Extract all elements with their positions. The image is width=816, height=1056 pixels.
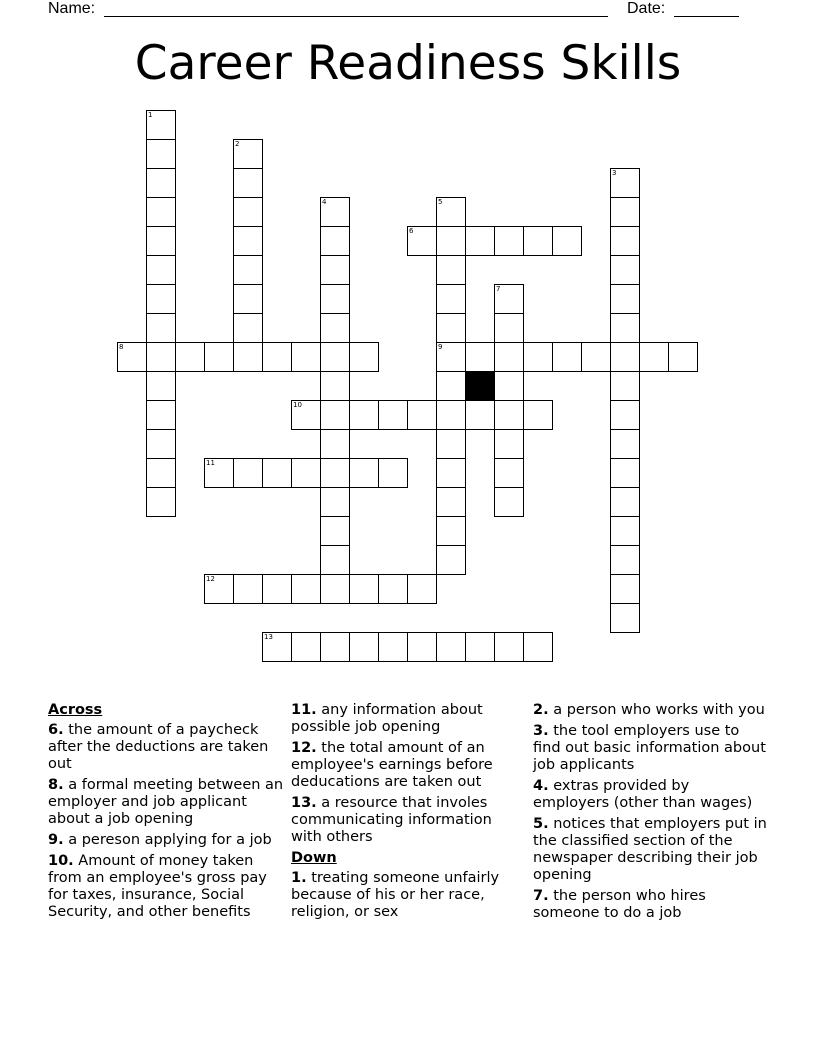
crossword-cell[interactable] <box>436 342 466 372</box>
crossword-cell[interactable] <box>436 313 466 343</box>
crossword-cell[interactable] <box>146 284 176 314</box>
crossword-cell[interactable] <box>407 574 437 604</box>
crossword-cell[interactable] <box>378 574 408 604</box>
crossword-cell[interactable] <box>204 342 234 372</box>
crossword-cell[interactable] <box>204 574 234 604</box>
cell-number: 13 <box>264 633 273 641</box>
crossword-cell[interactable] <box>610 313 640 343</box>
crossword-cell[interactable] <box>523 342 553 372</box>
crossword-cell[interactable] <box>146 400 176 430</box>
cell-number: 7 <box>496 285 501 293</box>
crossword-cell[interactable] <box>233 342 263 372</box>
cell-number: 3 <box>612 169 617 177</box>
crossword-cell[interactable] <box>610 545 640 575</box>
crossword-cell[interactable] <box>523 632 553 662</box>
crossword-cell[interactable] <box>233 284 263 314</box>
crossword-cell[interactable] <box>262 574 292 604</box>
crossword-cell[interactable] <box>436 487 466 517</box>
crossword-cell[interactable] <box>552 342 582 372</box>
crossword-cell[interactable] <box>465 226 495 256</box>
crossword-cell[interactable] <box>146 371 176 401</box>
crossword-cell[interactable] <box>436 226 466 256</box>
crossword-cell[interactable] <box>610 516 640 546</box>
crossword-cell[interactable] <box>523 226 553 256</box>
crossword-cell[interactable] <box>262 342 292 372</box>
crossword-cell[interactable] <box>465 400 495 430</box>
crossword-cell[interactable] <box>291 458 321 488</box>
clue-across-11: 11. any information about possible job opening <box>291 702 483 735</box>
cell-number: 11 <box>206 459 215 467</box>
cell-number: 4 <box>322 198 327 206</box>
cell-number: 8 <box>119 343 124 351</box>
crossword-cell[interactable] <box>436 400 466 430</box>
crossword-cell[interactable] <box>407 400 437 430</box>
crossword-cell[interactable] <box>291 632 321 662</box>
clue-down-5: 5. notices that employers put in the classified section of the newspaper describing their job opening <box>533 816 767 883</box>
crossword-cell[interactable] <box>146 168 176 198</box>
crossword-cell[interactable] <box>494 313 524 343</box>
crossword-cell[interactable] <box>465 632 495 662</box>
crossword-cell[interactable] <box>320 284 350 314</box>
crossword-cell[interactable] <box>436 458 466 488</box>
crossword-cell[interactable] <box>320 226 350 256</box>
crossword-cell[interactable] <box>610 371 640 401</box>
crossword-cell[interactable] <box>436 197 466 227</box>
crossword-cell[interactable] <box>291 342 321 372</box>
crossword-cell[interactable] <box>349 342 379 372</box>
crossword-cell[interactable] <box>436 255 466 285</box>
crossword-cell[interactable] <box>639 342 669 372</box>
crossword-cell[interactable] <box>668 342 698 372</box>
crossword-cell[interactable] <box>320 545 350 575</box>
crossword-black-cell <box>465 371 495 401</box>
clues-column-2 <box>291 702 521 925</box>
crossword-cell[interactable] <box>610 458 640 488</box>
crossword-cell[interactable] <box>146 110 176 140</box>
clue-across-10: 10. Amount of money taken from an employee's gross pay for taxes, insurance, Social Security, and other benefits <box>48 853 267 920</box>
clue-across-6: 6. the amount of a paycheck after the deductions are taken out <box>48 722 269 772</box>
clue-down-2: 2. a person who works with you <box>533 702 765 718</box>
date-label: Date: <box>627 0 666 17</box>
crossword-cell[interactable] <box>552 226 582 256</box>
crossword-cell[interactable] <box>233 226 263 256</box>
crossword-cell[interactable] <box>523 400 553 430</box>
crossword-cell[interactable] <box>146 458 176 488</box>
clue-across-12: 12. the total amount of an employee's earnings before deducations are taken out <box>291 740 493 790</box>
crossword-cell[interactable] <box>233 139 263 169</box>
clue-down-4: 4. extras provided by employers (other than wages) <box>533 778 753 811</box>
crossword-cell[interactable] <box>610 168 640 198</box>
crossword-cell[interactable] <box>610 429 640 459</box>
crossword-cell[interactable] <box>262 632 292 662</box>
crossword-cell[interactable] <box>320 429 350 459</box>
crossword-cell[interactable] <box>610 255 640 285</box>
crossword-cell[interactable] <box>320 574 350 604</box>
crossword-cell[interactable] <box>320 197 350 227</box>
crossword-cell[interactable] <box>610 342 640 372</box>
crossword-cell[interactable] <box>204 458 234 488</box>
clue-down-3: 3. the tool employers use to find out basic information about job applicants <box>533 723 766 773</box>
crossword-cell[interactable] <box>494 342 524 372</box>
crossword-cell[interactable] <box>407 632 437 662</box>
crossword-cell[interactable] <box>436 371 466 401</box>
clues-column-1 <box>48 702 284 925</box>
crossword-cell[interactable] <box>436 545 466 575</box>
crossword-cell[interactable] <box>610 574 640 604</box>
crossword-cell[interactable] <box>146 226 176 256</box>
crossword-cell[interactable] <box>233 313 263 343</box>
crossword-cell[interactable] <box>233 458 263 488</box>
crossword-cell[interactable] <box>320 255 350 285</box>
crossword-cell[interactable] <box>117 342 147 372</box>
cell-number: 6 <box>409 227 414 235</box>
crossword-cell[interactable] <box>436 429 466 459</box>
crossword-cell[interactable] <box>349 574 379 604</box>
crossword-cell[interactable] <box>291 574 321 604</box>
crossword-cell[interactable] <box>378 458 408 488</box>
crossword-cell[interactable] <box>610 400 640 430</box>
crossword-cell[interactable] <box>436 632 466 662</box>
crossword-cell[interactable] <box>610 487 640 517</box>
crossword-cell[interactable] <box>320 458 350 488</box>
clue-down-1: 1. treating someone unfairly because of his or her race, religion, or sex <box>291 870 500 920</box>
crossword-cell[interactable] <box>233 255 263 285</box>
clues-column-3 <box>533 702 769 926</box>
crossword-cell[interactable] <box>494 632 524 662</box>
crossword-cell[interactable] <box>610 226 640 256</box>
crossword-cell[interactable] <box>407 226 437 256</box>
cell-number: 12 <box>206 575 215 583</box>
clue-across-13: 13. a resource that involes communicating information with others <box>291 795 492 845</box>
crossword-cell[interactable] <box>349 458 379 488</box>
crossword-cell[interactable] <box>349 632 379 662</box>
crossword-cell[interactable] <box>581 342 611 372</box>
crossword-cell[interactable] <box>291 400 321 430</box>
crossword-cell[interactable] <box>465 342 495 372</box>
crossword-cell[interactable] <box>233 168 263 198</box>
crossword-cell[interactable] <box>146 342 176 372</box>
crossword-cell[interactable] <box>436 516 466 546</box>
crossword-cell[interactable] <box>146 197 176 227</box>
clue-down-7: 7. the person who hires someone to do a job <box>533 888 706 921</box>
cell-number: 1 <box>148 111 153 119</box>
crossword-cell[interactable] <box>175 342 205 372</box>
across-heading: Across <box>48 702 103 718</box>
cell-number: 10 <box>293 401 302 409</box>
crossword-cell[interactable] <box>494 400 524 430</box>
crossword-cell[interactable] <box>610 197 640 227</box>
crossword-cell[interactable] <box>436 284 466 314</box>
crossword-cell[interactable] <box>378 400 408 430</box>
crossword-cell[interactable] <box>262 458 292 488</box>
crossword-cell[interactable] <box>320 516 350 546</box>
cell-number: 2 <box>235 140 240 148</box>
page-title: Career Readiness Skills <box>134 36 682 91</box>
crossword-cell[interactable] <box>349 400 379 430</box>
crossword-cell[interactable] <box>610 603 640 633</box>
clue-across-9: 9. a pereson applying for a job <box>48 832 272 848</box>
name-label: Name: <box>48 0 96 17</box>
crossword-cell[interactable] <box>146 487 176 517</box>
crossword-cell[interactable] <box>320 342 350 372</box>
crossword-cell[interactable] <box>320 400 350 430</box>
crossword-cell[interactable] <box>494 371 524 401</box>
crossword-cell[interactable] <box>494 429 524 459</box>
crossword-cell[interactable] <box>494 487 524 517</box>
cell-number: 5 <box>438 198 443 206</box>
crossword-cell[interactable] <box>146 313 176 343</box>
crossword-cell[interactable] <box>320 371 350 401</box>
crossword-cell[interactable] <box>320 632 350 662</box>
down-heading: Down <box>291 850 337 866</box>
clue-across-8: 8. a formal meeting between an employer and job applicant about a job opening <box>48 777 284 827</box>
crossword-cell[interactable] <box>610 284 640 314</box>
crossword-cell[interactable] <box>494 226 524 256</box>
crossword-cell[interactable] <box>320 313 350 343</box>
crossword-cell[interactable] <box>378 632 408 662</box>
crossword-cell[interactable] <box>146 255 176 285</box>
crossword-cell[interactable] <box>146 429 176 459</box>
crossword-cell[interactable] <box>233 197 263 227</box>
crossword-cell[interactable] <box>146 139 176 169</box>
cell-number: 9 <box>438 343 443 351</box>
crossword-cell[interactable] <box>320 487 350 517</box>
crossword-cell[interactable] <box>233 574 263 604</box>
crossword-cell[interactable] <box>494 284 524 314</box>
crossword-cell[interactable] <box>494 458 524 488</box>
